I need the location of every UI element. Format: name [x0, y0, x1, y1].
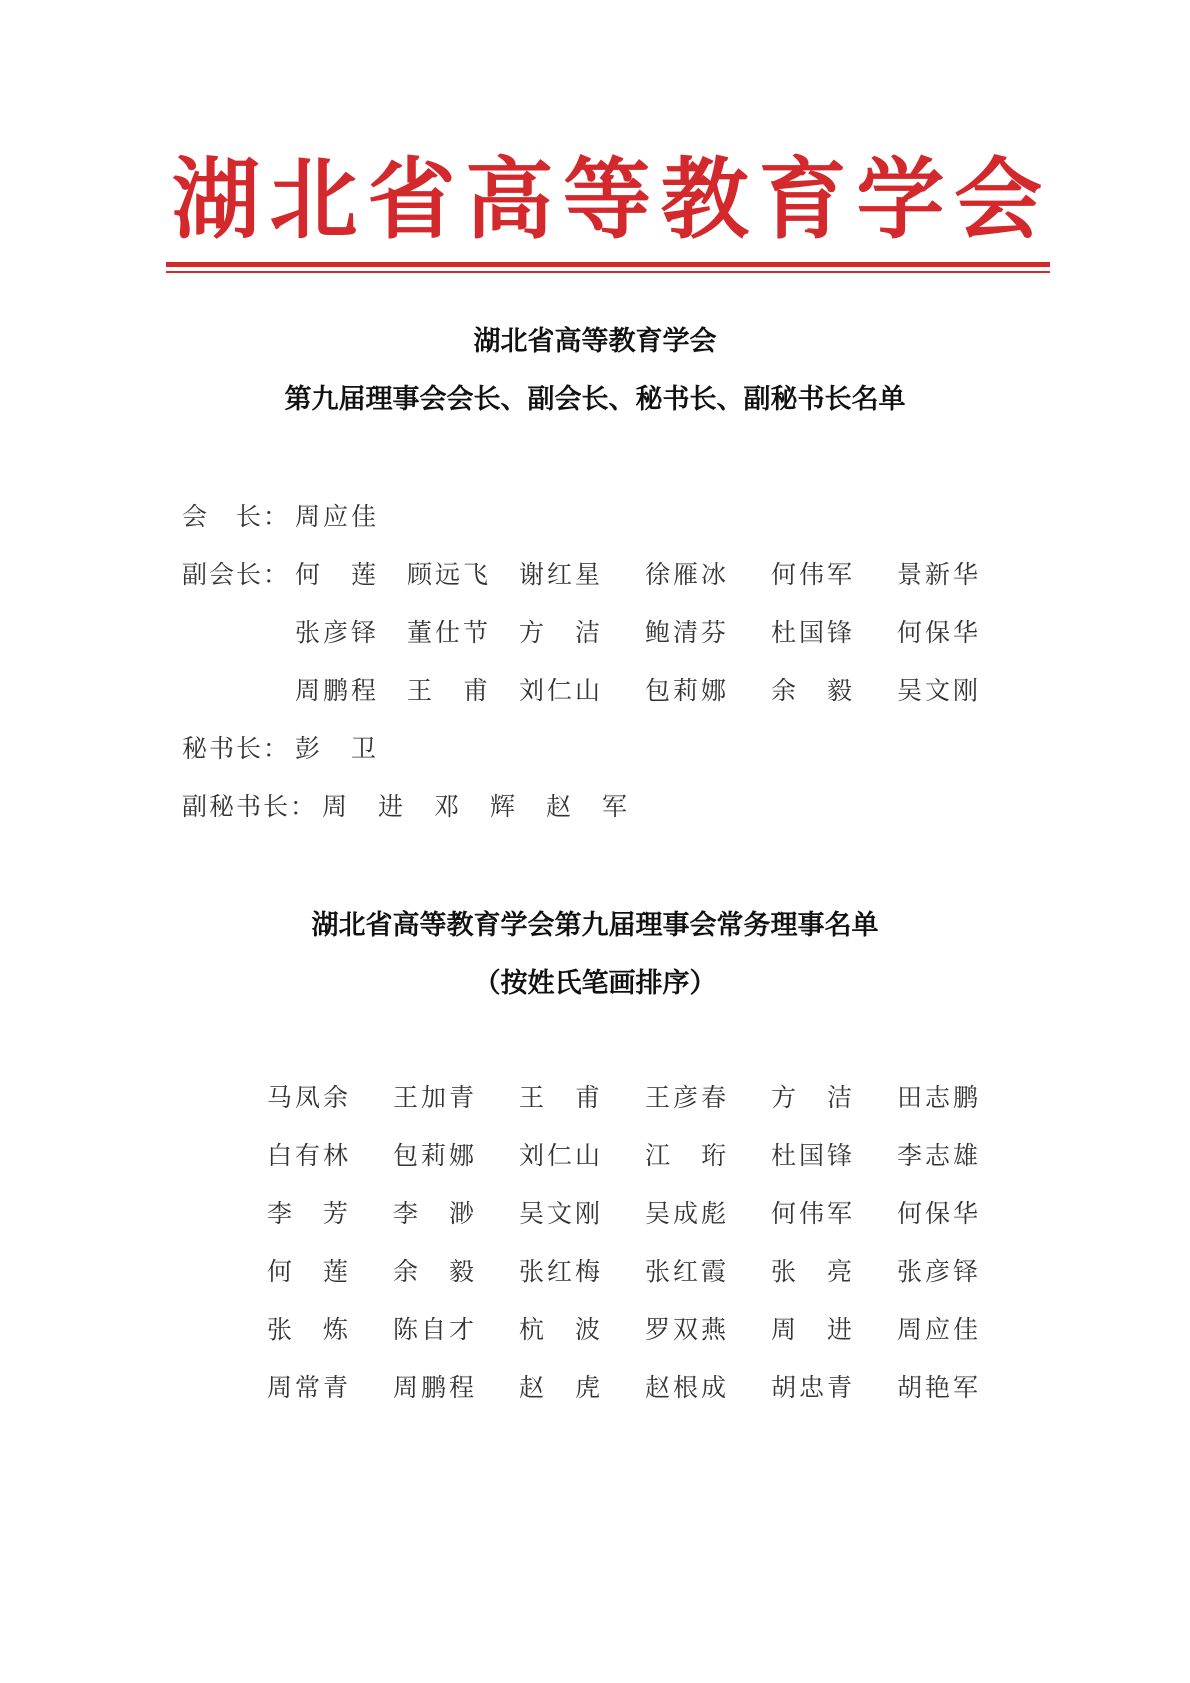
- vice-president-name: 刘仁山: [519, 676, 604, 705]
- letterhead-char: 北: [269, 148, 358, 251]
- deputy-secretary-label: 副秘书长：: [182, 792, 318, 821]
- letterhead-rule-thin: [166, 271, 1050, 273]
- standing-director-name: 方 洁: [771, 1083, 856, 1112]
- standing-director-name: 罗双燕: [645, 1315, 730, 1344]
- standing-director-name: 刘仁山: [519, 1141, 604, 1170]
- standing-director-name: 周应佳: [897, 1315, 982, 1344]
- vice-president-name: 张彦铎: [295, 618, 380, 647]
- standing-director-name: 王彦春: [645, 1083, 730, 1112]
- vice-president-name: 王 甫: [407, 676, 492, 705]
- standing-director-name: 张红霞: [645, 1257, 730, 1286]
- vice-president-name: 鲍清芬: [645, 618, 730, 647]
- standing-director-name: 周 进: [771, 1315, 856, 1344]
- standing-director-name: 李 芳: [267, 1199, 352, 1228]
- standing-director-name: 张 炼: [267, 1315, 352, 1344]
- standing-director-name: 胡忠青: [771, 1373, 856, 1402]
- letterhead-char: 高: [465, 148, 554, 251]
- standing-director-name: 江 珩: [645, 1141, 730, 1170]
- letterhead-char: 会: [954, 148, 1043, 251]
- vice-president-name: 徐雁冰: [645, 560, 730, 589]
- standing-director-name: 包莉娜: [393, 1141, 478, 1170]
- vice-president-name: 余 毅: [771, 676, 856, 705]
- standing-director-name: 田志鹏: [897, 1083, 982, 1112]
- president-label: 会 长：: [182, 502, 291, 531]
- letterhead-char: 省: [367, 148, 456, 251]
- secretary-general-name: 彭 卫: [295, 734, 380, 763]
- standing-director-name: 赵 虎: [519, 1373, 604, 1402]
- standing-director-name: 白有林: [267, 1141, 352, 1170]
- letterhead-char: 学: [856, 148, 945, 251]
- standing-director-name: 王 甫: [519, 1083, 604, 1112]
- vice-president-name: 董仕节: [407, 618, 492, 647]
- standing-director-name: 何 莲: [267, 1257, 352, 1286]
- vice-president-name: 何保华: [897, 618, 982, 647]
- vice-president-name: 杜国锋: [771, 618, 856, 647]
- standing-director-name: 吴成彪: [645, 1199, 730, 1228]
- standing-director-name: 张 亮: [771, 1257, 856, 1286]
- president-name: 周应佳: [295, 502, 380, 531]
- standing-director-name: 王加青: [393, 1083, 478, 1112]
- section1-title-line1: 湖北省高等教育学会: [473, 326, 717, 357]
- section2-title-line1: 湖北省高等教育学会第九届理事会常务理事名单: [311, 910, 879, 941]
- standing-director-name: 余 毅: [393, 1257, 478, 1286]
- letterhead-char: 等: [563, 148, 652, 251]
- vice-president-name: 周鹏程: [295, 676, 380, 705]
- standing-director-name: 杭 波: [519, 1315, 604, 1344]
- standing-director-name: 赵根成: [645, 1373, 730, 1402]
- standing-director-name: 何保华: [897, 1199, 982, 1228]
- standing-director-name: 张彦铎: [897, 1257, 982, 1286]
- standing-director-name: 马凤余: [267, 1083, 352, 1112]
- letterhead-rule-thick: [166, 262, 1050, 267]
- deputy-secretary-name: 周 进: [322, 792, 407, 821]
- standing-director-name: 陈自才: [393, 1315, 478, 1344]
- vice-president-name: 何 莲: [295, 560, 380, 589]
- vice-president-name: 方 洁: [519, 618, 604, 647]
- standing-director-name: 李 渺: [393, 1199, 478, 1228]
- vice-president-name: 景新华: [897, 560, 982, 589]
- standing-director-name: 杜国锋: [771, 1141, 856, 1170]
- standing-director-name: 何伟军: [771, 1199, 856, 1228]
- standing-director-name: 吴文刚: [519, 1199, 604, 1228]
- secretary-general-label: 秘书长：: [182, 734, 291, 763]
- deputy-secretary-name: 邓 辉: [434, 792, 519, 821]
- letterhead-title: [167, 150, 1047, 250]
- section1-title-line2: 第九届理事会会长、副会长、秘书长、副秘书长名单: [284, 384, 906, 415]
- section2-title-line2: （按姓氏笔画排序）: [473, 968, 717, 999]
- vice-president-name: 包莉娜: [645, 676, 730, 705]
- letterhead-char: 湖: [171, 148, 260, 251]
- letterhead-char: 育: [758, 148, 847, 251]
- vice-president-name: 吴文刚: [897, 676, 982, 705]
- standing-director-name: 张红梅: [519, 1257, 604, 1286]
- vice-president-name: 顾远飞: [407, 560, 492, 589]
- standing-director-name: 李志雄: [897, 1141, 982, 1170]
- vice-president-label: 副会长：: [182, 560, 291, 589]
- standing-director-name: 胡艳军: [897, 1373, 982, 1402]
- standing-director-name: 周鹏程: [393, 1373, 478, 1402]
- deputy-secretary-name: 赵 军: [546, 792, 631, 821]
- vice-president-name: 何伟军: [771, 560, 856, 589]
- vice-president-name: 谢红星: [519, 560, 604, 589]
- letterhead-char: 教: [660, 148, 749, 251]
- standing-director-name: 周常青: [267, 1373, 352, 1402]
